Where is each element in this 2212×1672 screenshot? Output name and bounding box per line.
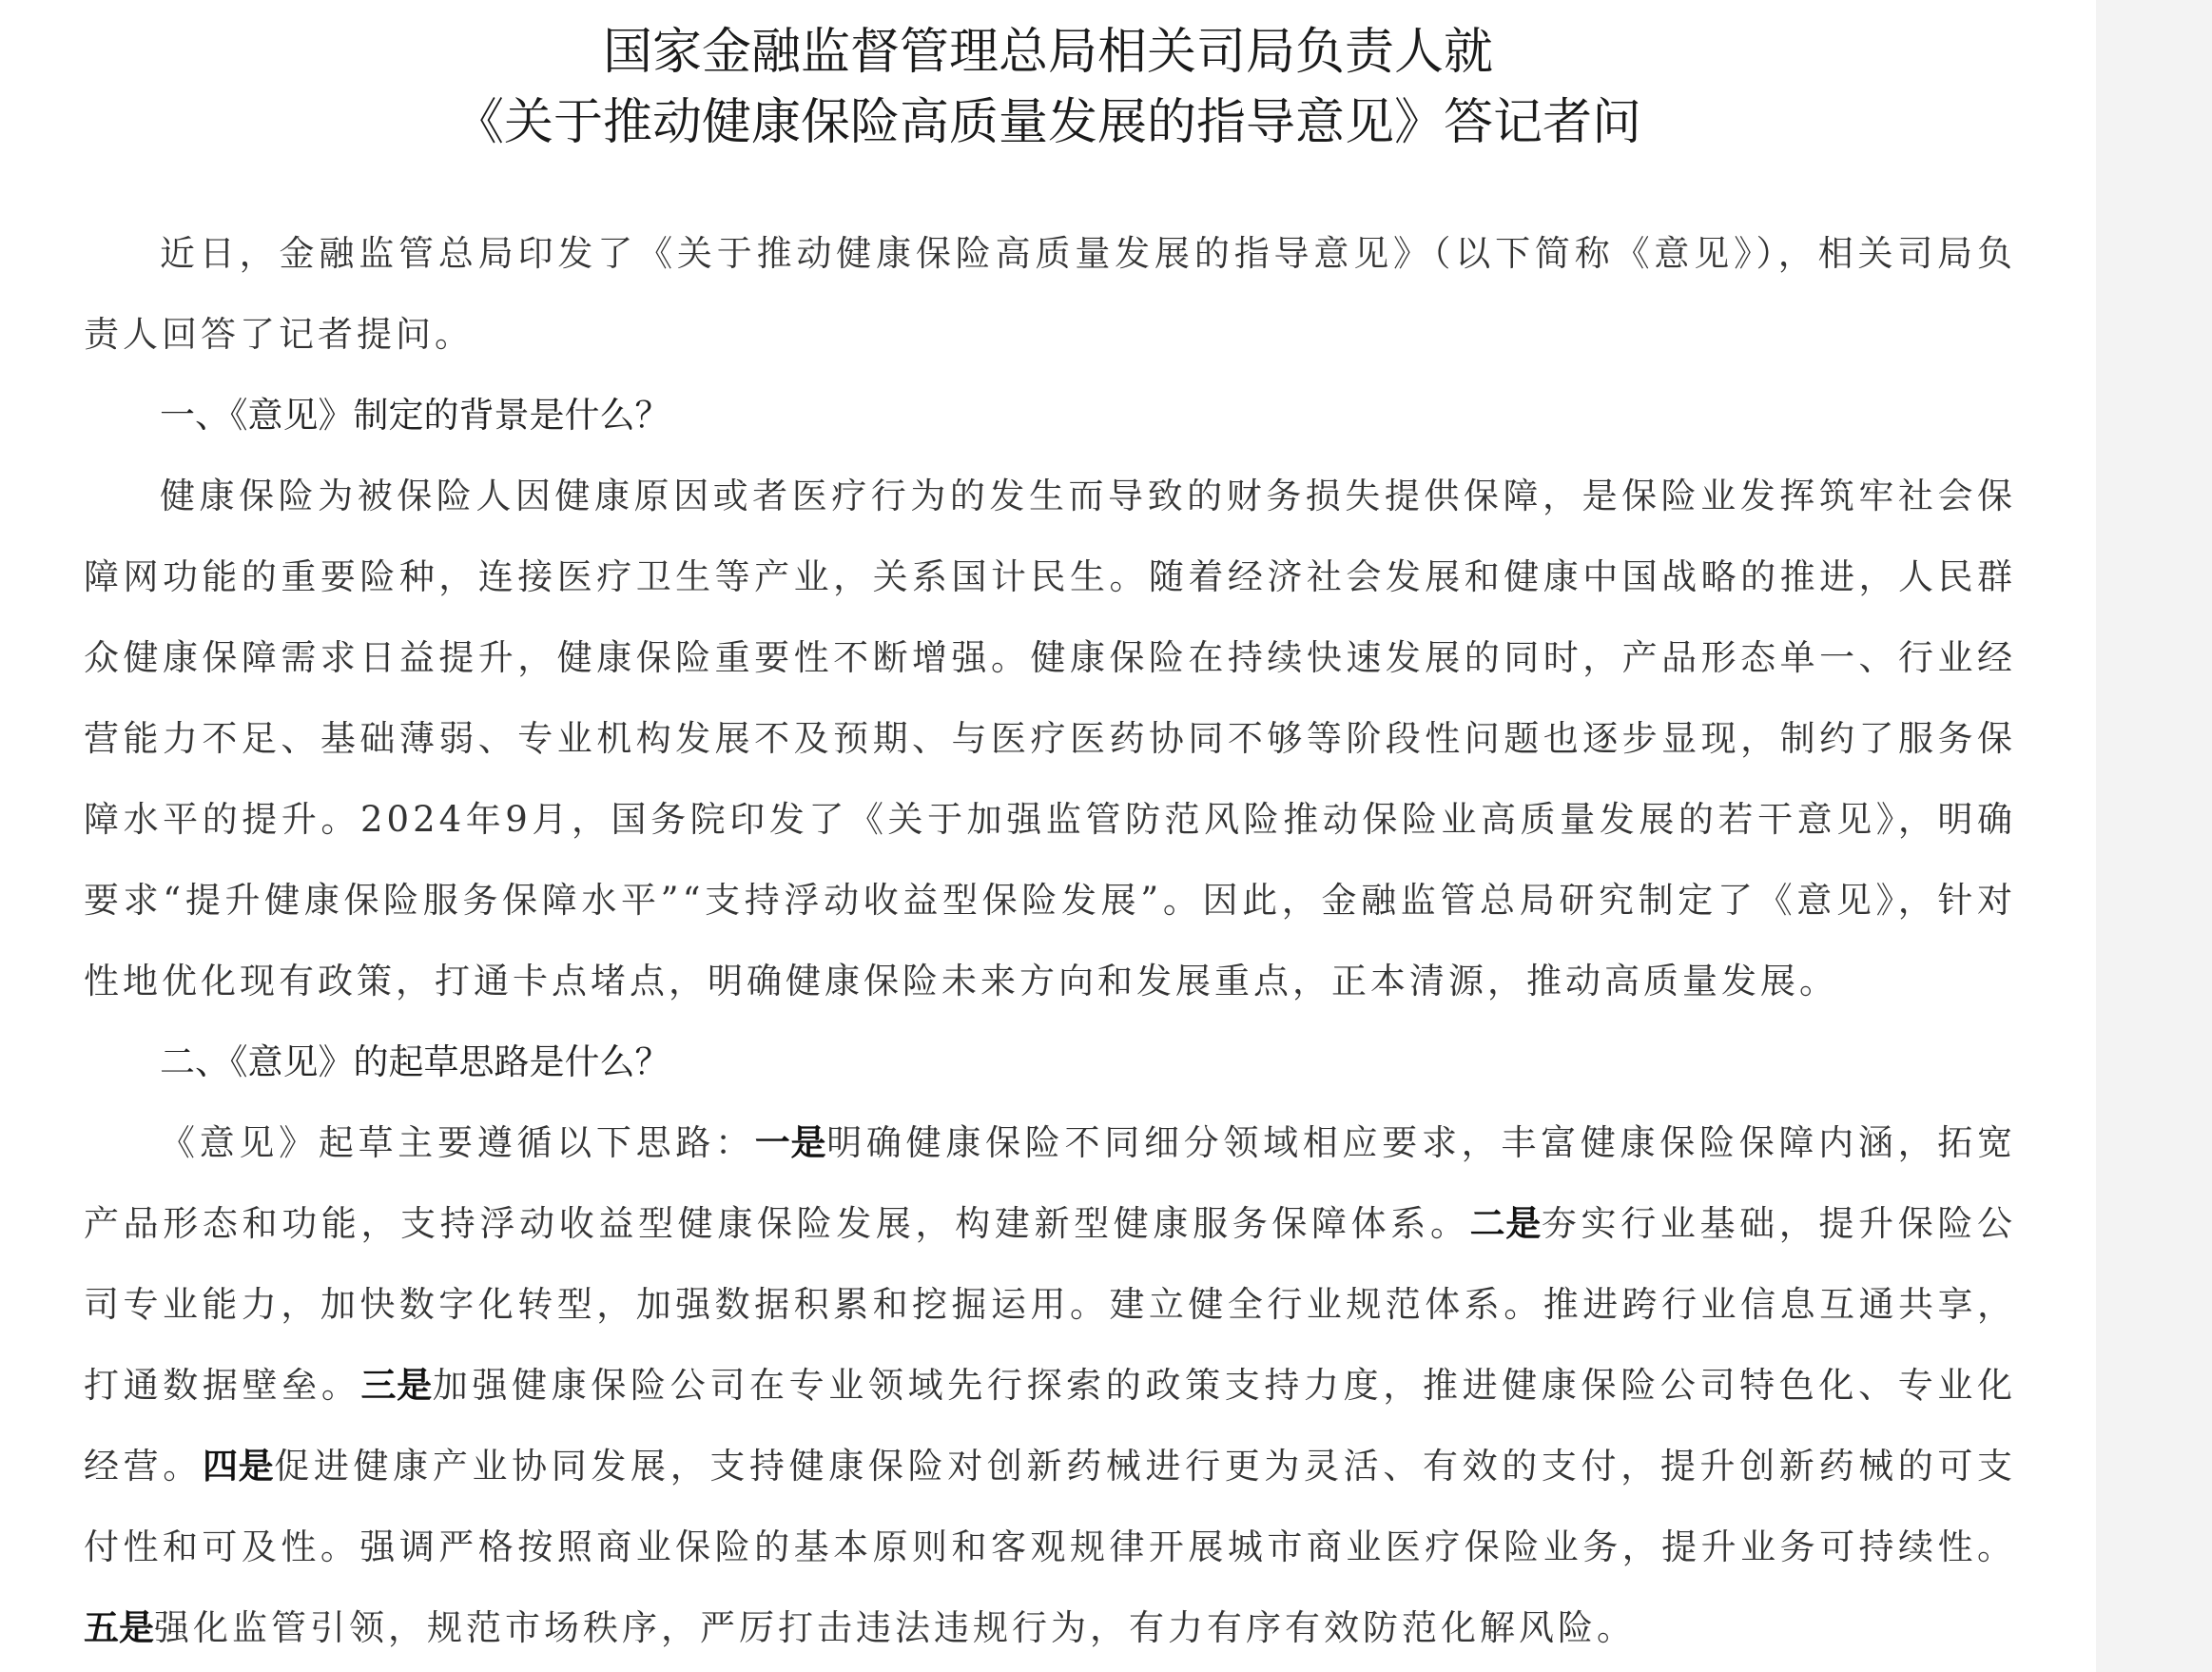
point1-text: 明确健康保险不同细分领域相应要求，丰富健康保险保障内涵，拓宽产品形态和功能，支持浮动收益型健康保险发展，构建新型健康服务保障体系。: [84, 1122, 2017, 1244]
document-title-line1: 国家金融监督管理总局相关司局负责人就: [602, 24, 1493, 81]
section2-heading: 二、《意见》的起草思路是什么？: [160, 1041, 670, 1082]
window-gutter: [2096, 0, 2212, 1672]
point5-text: 强化监管引领，规范市场秩序，严厉打击违法违规行为，有力有序有效防范化解风险。: [154, 1607, 1636, 1648]
point3-text: 加强健康保险公司在专业领域先行探索的政策支持力度，推进健康保险公司特色化、专业化经营。: [84, 1365, 2017, 1487]
article-body: [84, 213, 2016, 1668]
point3-keyword: 三是: [360, 1365, 433, 1406]
point1-keyword: 一是: [754, 1122, 827, 1163]
point4-keyword: 四是: [202, 1446, 275, 1487]
document-title-line2: 《关于推动健康保险高质量发展的指导意见》答记者问: [454, 94, 1641, 151]
intro-paragraph: 近日，金融监管总局印发了《关于推动健康保险高质量发展的指导意见》（以下简称《意见》），相关司局负责人回答了记者提问。: [84, 233, 2016, 355]
section1-paragraph: 健康保险为被保险人因健康原因或者医疗行为的发生而导致的财务损失提供保障，是保险业发挥筑牢社会保障网功能的重要险种，连接医疗卫生等产业，关系国计民生。随着经济社会发展和健康中国战略的推进，人民群众健康保障需求日益提升，健康保险重要性不断增强。健康保险在持续快速发展的同时，产品形态单一、行业经营能力不足、基础薄弱、专业机构发展不及预期、与医疗医药协同不够等阶段性问题也逐步显现，制约了服务保障水平的提升。2024年9月，国务院印发了《关于加强监管防范风险推动保险业高质量发展的若干意见》，明确要求“提升健康保险服务保障水平”“支持浮动收益型保险发展”。因此，金融监管总局研究制定了《意见》，针对性地优化现有政策，打通卡点堵点，明确健康保险未来方向和发展重点，正本清源，推动高质量发展。: [84, 476, 2016, 1001]
point4-text: 促进健康产业协同发展，支持健康保险对创新药械进行更为灵活、有效的支付，提升创新药械的可支付性和可及性。强调严格按照商业保险的基本原则和客观规律开展城市商业医疗保险业务，提升业务可持续性。: [84, 1446, 2017, 1567]
section1-heading: 一、《意见》制定的背景是什么？: [160, 395, 670, 436]
section2-lead: 《意见》起草主要遵循以下思路：: [160, 1122, 755, 1163]
section2-paragraph: [84, 1102, 2016, 1668]
point2-text: 夯实行业基础，提升保险公司专业能力，加快数字化转型，加强数据积累和挖掘运用。建立健全行业规范体系。推进跨行业信息互通共享，打通数据壁垒。: [84, 1203, 2017, 1406]
point5-keyword: 五是: [84, 1607, 154, 1648]
point2-keyword: 二是: [1469, 1203, 1542, 1244]
